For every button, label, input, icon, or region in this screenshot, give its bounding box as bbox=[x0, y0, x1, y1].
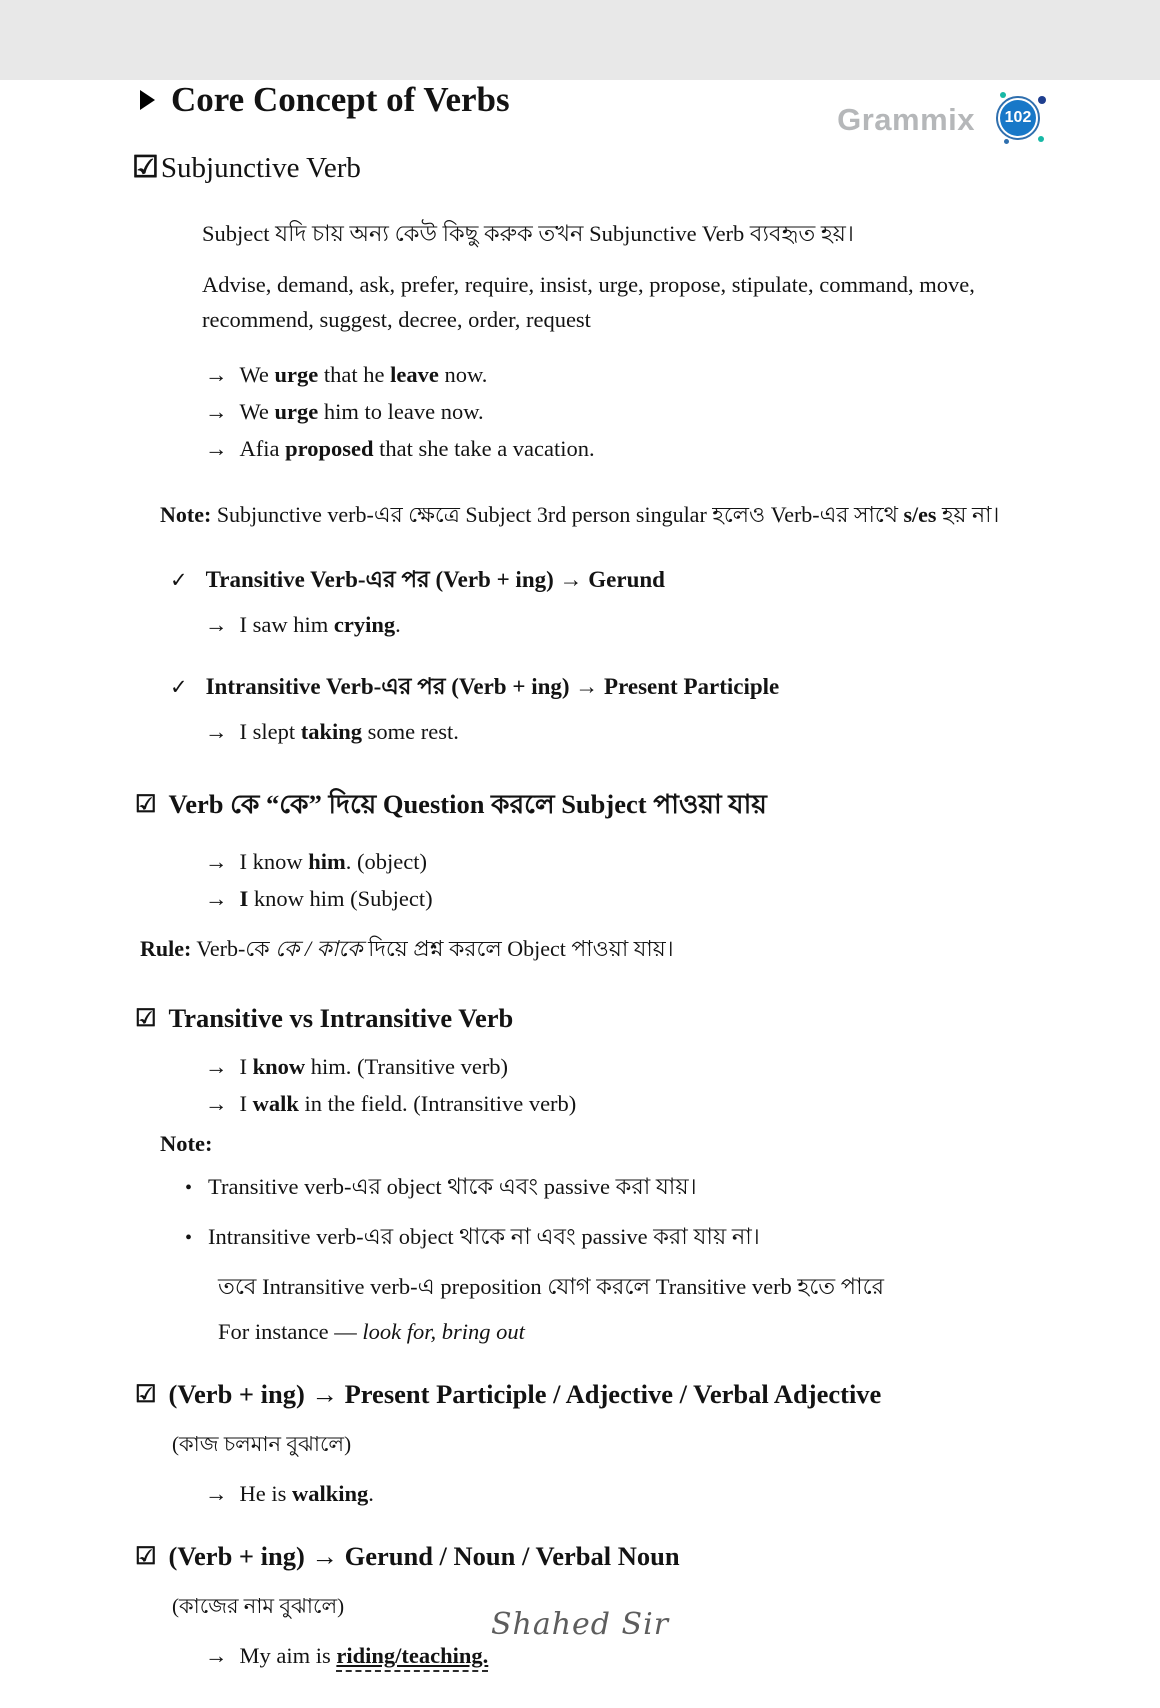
check-icon: ✓ bbox=[170, 567, 188, 592]
bullet-text: Intransitive verb-এর object থাকে না এবং passive করা যায় না। bbox=[208, 1223, 760, 1249]
ving-noun-subnote: (কাজের নাম বুঝালে) bbox=[172, 1593, 345, 1618]
author-signature: Shahed Sir bbox=[490, 1607, 670, 1642]
page-number: 102 bbox=[1000, 100, 1036, 136]
example-text: I walk in the field. (Intransitive verb) bbox=[239, 1090, 577, 1116]
example-text: We urge him to leave now. bbox=[239, 398, 484, 424]
heading-ving-adjective bbox=[135, 1379, 1160, 1410]
heading-text: (Verb + ing) → Present Participle / Adjective / Verbal Adjective bbox=[168, 1378, 882, 1409]
example-text: I slept taking some rest. bbox=[239, 718, 459, 744]
example-text: He is walking. bbox=[239, 1480, 374, 1506]
bullet-icon: • bbox=[185, 1176, 193, 1199]
badge-dot-icon bbox=[1004, 139, 1009, 144]
arrow-icon: → bbox=[205, 718, 228, 744]
badge-dot-icon bbox=[1000, 92, 1006, 98]
checkbox-checked-icon: ☑ bbox=[132, 151, 159, 184]
heading-ving-noun bbox=[135, 1541, 1160, 1572]
heading-text: Verb কে “কে” দিয়ে Question করলে Subject পাওয়া যায় bbox=[168, 788, 767, 819]
heading-subjunctive-text: Subjunctive Verb bbox=[160, 152, 361, 184]
arrow-icon: → bbox=[205, 611, 228, 637]
example-line bbox=[205, 1643, 1160, 1672]
example-text: I know him. (Transitive verb) bbox=[239, 1053, 509, 1079]
example-line bbox=[205, 719, 1160, 745]
example-text: I know him. (object) bbox=[239, 848, 427, 874]
subjunctive-examples bbox=[0, 362, 1160, 462]
heading-text: (Verb + ing) → Gerund / Noun / Verbal Noun bbox=[168, 1540, 680, 1571]
rule-label: Intransitive Verb-এর পর (Verb + ing) → Present Participle bbox=[205, 673, 780, 699]
subjunctive-note: Note: Subjunctive verb-এর ক্ষেত্রে Subject 3rd person singular হলেও Verb-এর সাথে s/es হয় না। bbox=[160, 501, 1000, 527]
arrow-icon: → bbox=[205, 848, 228, 874]
arrow-icon: → bbox=[205, 398, 228, 424]
example-text: Afia proposed that she take a vacation. bbox=[239, 435, 595, 461]
example-line bbox=[205, 1054, 1160, 1080]
checkbox-checked-icon: ☑ bbox=[135, 1005, 157, 1032]
arrow-icon: → bbox=[205, 361, 228, 387]
bullet-continuation: তবে Intransitive verb-এ preposition যোগ করলে Transitive verb হতে পারে bbox=[218, 1273, 885, 1299]
for-instance-line: For instance — look for, bring out bbox=[218, 1318, 525, 1344]
page-number-badge bbox=[994, 94, 1042, 142]
example-line bbox=[205, 612, 1160, 638]
bullet-text: Transitive verb-এর object থাকে এবং passive করা যায়। bbox=[208, 1173, 697, 1199]
page-title-text: Core Concept of Verbs bbox=[171, 80, 510, 119]
checkbox-checked-icon: ☑ bbox=[135, 1543, 157, 1570]
rule-transitive-gerund bbox=[170, 561, 1160, 600]
checkbox-checked-icon: ☑ bbox=[135, 791, 157, 818]
example-text: I know him (Subject) bbox=[239, 885, 433, 911]
example-text: I saw him crying. bbox=[239, 611, 401, 637]
heading-transitive-vs-intransitive bbox=[135, 1003, 1160, 1034]
question-rule: Rule: Verb-কে কে / কাকে দিয়ে প্রশ্ন করলে Object পাওয়া যায়। bbox=[140, 935, 674, 961]
document-page bbox=[0, 80, 1160, 1708]
badge-ring bbox=[996, 96, 1040, 140]
example-text: My aim is riding/teaching. bbox=[240, 1643, 489, 1668]
badge-dot-icon bbox=[1038, 96, 1046, 104]
example-line bbox=[205, 399, 1160, 425]
bullet-item bbox=[185, 1219, 1160, 1257]
arrow-icon: → bbox=[205, 1480, 228, 1506]
arrow-icon: → bbox=[205, 1053, 228, 1079]
badge-dot-icon bbox=[1038, 136, 1044, 142]
title-arrow-icon bbox=[140, 90, 155, 110]
example-line bbox=[205, 849, 1160, 875]
example-line bbox=[205, 436, 1160, 462]
heading-subjunctive-verb bbox=[132, 150, 1160, 185]
bullet-icon: • bbox=[185, 1226, 193, 1249]
example-line bbox=[205, 886, 1160, 912]
heading-text: Transitive vs Intransitive Verb bbox=[168, 1002, 514, 1033]
rule-intransitive-participle bbox=[170, 668, 1160, 707]
arrow-icon: → bbox=[205, 1090, 228, 1116]
arrow-icon: → bbox=[205, 1642, 228, 1668]
example-line bbox=[205, 362, 1160, 388]
bullet-item bbox=[185, 1169, 1160, 1207]
rule-label: Transitive Verb-এর পর (Verb + ing) → Gerund bbox=[205, 566, 665, 592]
arrow-icon: → bbox=[205, 435, 228, 461]
example-text: We urge that he leave now. bbox=[239, 361, 488, 387]
ving-adjective-subnote: (কাজ চলমান বুঝালে) bbox=[172, 1431, 352, 1456]
checkbox-checked-icon: ☑ bbox=[135, 1381, 157, 1408]
note-label: Note: bbox=[160, 1130, 213, 1156]
check-icon: ✓ bbox=[170, 674, 188, 699]
grammix-logo: Grammix bbox=[837, 102, 975, 137]
heading-verb-question bbox=[135, 785, 1160, 829]
subjunctive-intro: Subject যদি চায় অন্য কেউ কিছু করুক তখন Subjunctive Verb ব্যবহৃত হয়। bbox=[202, 221, 854, 246]
arrow-icon: → bbox=[205, 885, 228, 911]
subjunctive-verb-list: Advise, demand, ask, prefer, require, insist, urge, propose, stipulate, command, move, recommend, suggest, decree, order, request bbox=[202, 271, 975, 332]
example-line bbox=[205, 1091, 1160, 1117]
example-line bbox=[205, 1481, 1160, 1507]
